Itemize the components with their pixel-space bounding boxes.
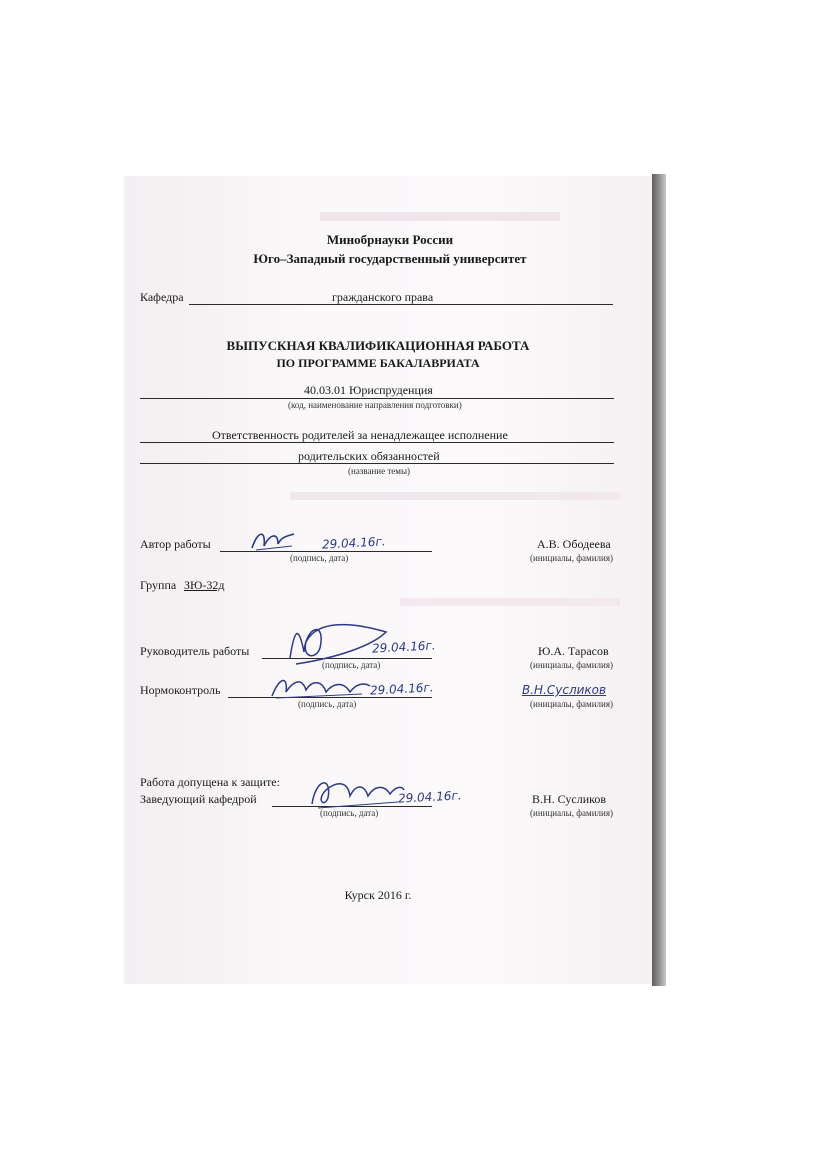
direction-caption: (код, наименование направления подготовки) — [288, 400, 462, 410]
department-value: гражданского права — [332, 290, 434, 304]
group-label: Группа — [140, 578, 177, 592]
admission-label: Работа допущена к защите: — [140, 775, 280, 789]
head-sign-caption: (подпись, дата) — [320, 808, 379, 818]
author-name: А.В. Ободеева — [537, 537, 611, 551]
normcontrol-name-caption: (инициалы, фамилия) — [530, 699, 613, 709]
normcontrol-sign-caption: (подпись, дата) — [298, 699, 357, 709]
head-sign-date: 29.04.16г. — [397, 788, 462, 806]
bleed-through-mark — [400, 598, 620, 606]
normcontrol-sign-date: 29.04.16г. — [369, 680, 434, 698]
work-type-title: ВЫПУСКНАЯ КВАЛИФИКАЦИОННАЯ РАБОТА — [226, 338, 530, 353]
head-label: Заведующий кафедрой — [140, 792, 257, 806]
direction-value: 40.03.01 Юриспруденция — [304, 383, 433, 397]
author-name-caption: (инициалы, фамилия) — [530, 553, 613, 563]
bleed-through-mark — [320, 212, 560, 221]
topic-line-2: родительских обязанностей — [298, 449, 440, 463]
supervisor-name: Ю.А. Тарасов — [538, 644, 609, 658]
bleed-through-mark — [290, 492, 620, 500]
direction-underline — [140, 398, 614, 399]
head-name-caption: (инициалы, фамилия) — [530, 808, 613, 818]
author-signature — [248, 526, 298, 556]
supervisor-sign-caption: (подпись, дата) — [322, 660, 381, 670]
normcontrol-label: Нормоконтроль — [140, 683, 221, 697]
head-signature — [304, 770, 408, 812]
author-label: Автор работы — [140, 537, 211, 551]
ministry-title: Минобрнауки России — [326, 232, 454, 247]
scan-edge-shadow — [652, 174, 666, 986]
supervisor-label: Руководитель работы — [140, 644, 250, 658]
city-year: Курск 2016 г. — [344, 888, 412, 902]
head-name: В.Н. Сусликов — [532, 792, 606, 806]
normcontrol-name: В.Н.Сусликов — [522, 683, 607, 697]
topic-caption: (название темы) — [348, 466, 411, 476]
author-sign-caption: (подпись, дата) — [290, 553, 349, 563]
author-sign-date: 29.04.16г. — [321, 534, 386, 552]
university-title: Юго–Западный государственный университет — [253, 251, 527, 266]
program-title: ПО ПРОГРАММЕ БАКАЛАВРИАТА — [276, 356, 480, 370]
department-label: Кафедра — [140, 290, 184, 304]
topic-line-1: Ответственность родителей за ненадлежащее исполнение — [212, 428, 508, 442]
supervisor-name-caption: (инициалы, фамилия) — [530, 660, 613, 670]
supervisor-sign-date: 29.04.16г. — [371, 638, 436, 656]
group-value: ЗЮ-32д — [184, 578, 225, 592]
